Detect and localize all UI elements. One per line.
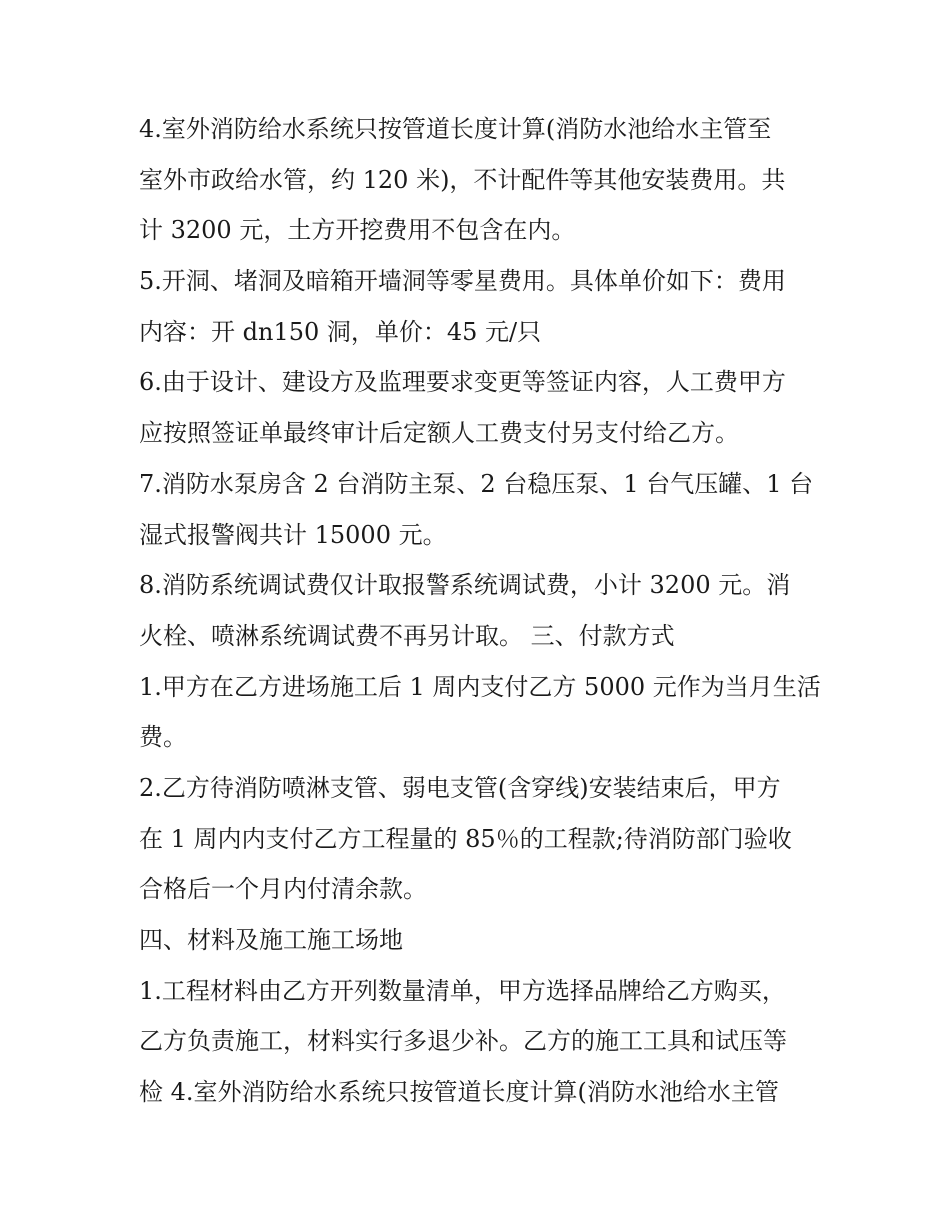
text-line: 2.乙方待消防喷淋支管、弱电支管(含穿线)安装结束后，甲方 — [139, 773, 781, 802]
text-line: 检 4.室外消防给水系统只按管道长度计算(消防水池给水主管 — [139, 1078, 779, 1107]
text-line: 费。 — [139, 723, 187, 752]
text-line: 1.工程材料由乙方开列数量清单，甲方选择品牌给乙方购买， — [139, 976, 786, 1005]
text-line: 室外市政给水管，约 120 米)，不计配件等其他安装费用。共 — [139, 165, 786, 194]
document-body — [139, 104, 819, 1118]
text-line: 7.消防水泵房含 2 台消防主泵、2 台稳压泵、1 台气压罐、1 台 — [139, 469, 814, 498]
text-line: 4.室外消防给水系统只按管道长度计算(消防水池给水主管至 — [139, 115, 772, 143]
text-line: 1.甲方在乙方进场施工后 1 周内支付乙方 5000 元作为当月生活 — [139, 672, 821, 701]
text-line: 应按照签证单最终审计后定额人工费支付另支付给乙方。 — [139, 419, 739, 448]
section-heading: 四、材料及施工施工场地 — [139, 926, 403, 954]
text-line: 火栓、喷淋系统调试费不再另计取。 三、付款方式 — [139, 621, 675, 650]
text-line: 8.消防系统调试费仅计取报警系统调试费，小计 3200 元。消 — [139, 571, 791, 600]
text-line: 乙方负责施工，材料实行多退少补。乙方的施工工具和试压等 — [139, 1027, 787, 1056]
text-line: 6.由于设计、建设方及监理要求变更等签证内容，人工费甲方 — [139, 368, 786, 397]
text-line: 计 3200 元，土方开挖费用不包含在内。 — [139, 216, 576, 245]
text-line: 5.开洞、堵洞及暗箱开墙洞等零星费用。具体单价如下：费用 — [139, 267, 786, 296]
text-line: 湿式报警阀共计 15000 元。 — [139, 520, 447, 549]
text-line: 在 1 周内内支付乙方工程量的 85％的工程款;待消防部门验收 — [139, 824, 792, 853]
text-line: 合格后一个月内付清余款。 — [139, 875, 427, 904]
text-line: 内容：开 dn150 洞，单价：45 元/只 — [139, 317, 542, 346]
